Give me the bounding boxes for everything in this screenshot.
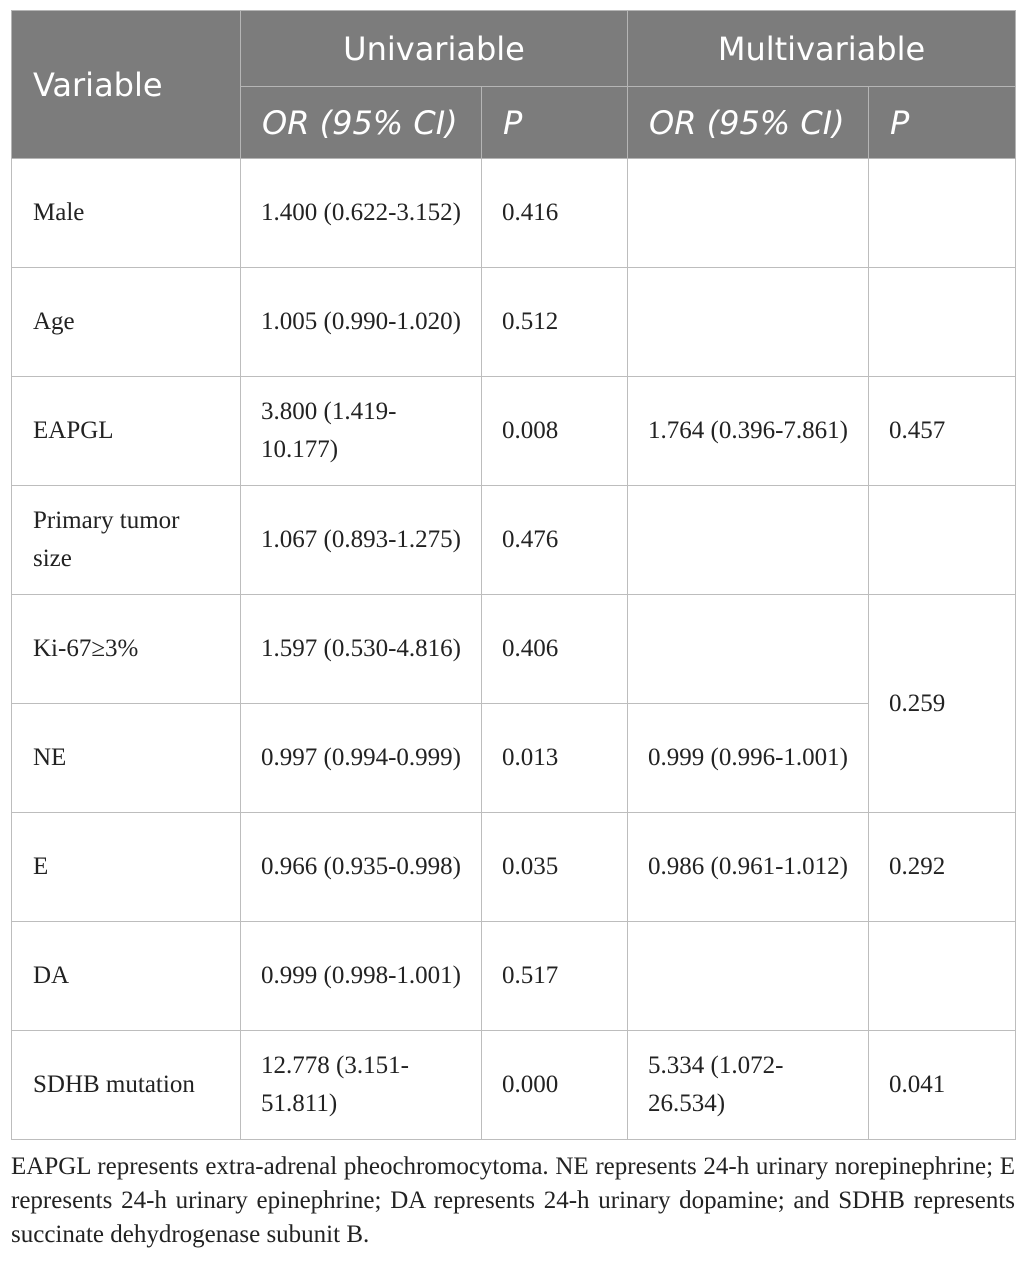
uni-p-cell: 0.035	[482, 813, 628, 922]
variable-cell: Primary tumor size	[12, 486, 241, 595]
multi-p-cell	[869, 268, 1016, 377]
table-row	[12, 595, 1016, 704]
multi-or-cell: 0.986 (0.961-1.012)	[628, 813, 869, 922]
multivariable-group-header: Multivariable	[628, 11, 1016, 87]
multi-p-cell: 0.292	[869, 813, 1016, 922]
variable-cell: EAPGL	[12, 377, 241, 486]
univariable-or-header: OR (95% CI)	[241, 87, 482, 159]
multi-or-cell: 0.999 (0.996-1.001)	[628, 704, 869, 813]
multi-or-cell	[628, 922, 869, 1031]
uni-or-cell: 0.966 (0.935-0.998)	[241, 813, 482, 922]
uni-or-cell: 0.999 (0.998-1.001)	[241, 922, 482, 1031]
multi-p-cell	[869, 486, 1016, 595]
table-row	[12, 922, 1016, 1031]
uni-p-cell: 0.406	[482, 595, 628, 704]
univariable-group-header: Univariable	[241, 11, 628, 87]
multi-or-cell: 1.764 (0.396-7.861)	[628, 377, 869, 486]
multi-p-cell: 0.041	[869, 1031, 1016, 1140]
uni-p-cell: 0.517	[482, 922, 628, 1031]
variable-cell: Age	[12, 268, 241, 377]
table-row	[12, 704, 1016, 813]
regression-table	[11, 10, 1016, 1140]
variable-column-header: Variable	[12, 11, 241, 159]
multivariable-or-header: OR (95% CI)	[628, 87, 869, 159]
multi-p-cell: 0.457	[869, 377, 1016, 486]
multi-p-cell	[869, 922, 1016, 1031]
uni-or-cell: 1.005 (0.990-1.020)	[241, 268, 482, 377]
header-row-groups	[12, 11, 1016, 87]
variable-cell: Ki-67≥3%	[12, 595, 241, 704]
table-row	[12, 486, 1016, 595]
table-row	[12, 159, 1016, 268]
uni-or-cell: 3.800 (1.419-10.177)	[241, 377, 482, 486]
multivariable-p-header: P	[869, 87, 1016, 159]
variable-cell: E	[12, 813, 241, 922]
table-row	[12, 813, 1016, 922]
table-row	[12, 377, 1016, 486]
variable-cell: DA	[12, 922, 241, 1031]
uni-p-cell: 0.013	[482, 704, 628, 813]
table-footnote: EAPGL represents extra-adrenal pheochromocytoma. NE represents 24-h urinary norepinephrine; E represents 24-h urinary epinephrine; DA represents 24-h urinary dopamine; and SDHB represents succinate dehydrogenase subunit B.	[11, 1153, 1015, 1248]
multi-or-cell	[628, 595, 869, 704]
uni-p-cell: 0.476	[482, 486, 628, 595]
uni-p-cell: 0.008	[482, 377, 628, 486]
multi-or-cell	[628, 159, 869, 268]
univariable-p-header: P	[482, 87, 628, 159]
multi-or-cell	[628, 268, 869, 377]
uni-or-cell: 0.997 (0.994-0.999)	[241, 704, 482, 813]
uni-p-cell: 0.512	[482, 268, 628, 377]
uni-or-cell: 1.597 (0.530-4.816)	[241, 595, 482, 704]
uni-p-cell: 0.000	[482, 1031, 628, 1140]
uni-or-cell: 1.400 (0.622-3.152)	[241, 159, 482, 268]
uni-p-cell: 0.416	[482, 159, 628, 268]
multi-or-cell	[628, 486, 869, 595]
variable-cell: SDHB mutation	[12, 1031, 241, 1140]
variable-cell: Male	[12, 159, 241, 268]
table-row	[12, 268, 1016, 377]
results-table-container	[11, 10, 1015, 1140]
multi-p-cell	[869, 159, 1016, 268]
multi-p-cell: 0.259	[869, 595, 1016, 813]
multi-or-cell: 5.334 (1.072-26.534)	[628, 1031, 869, 1140]
uni-or-cell: 1.067 (0.893-1.275)	[241, 486, 482, 595]
variable-cell: NE	[12, 704, 241, 813]
table-row	[12, 1031, 1016, 1140]
uni-or-cell: 12.778 (3.151-51.811)	[241, 1031, 482, 1140]
